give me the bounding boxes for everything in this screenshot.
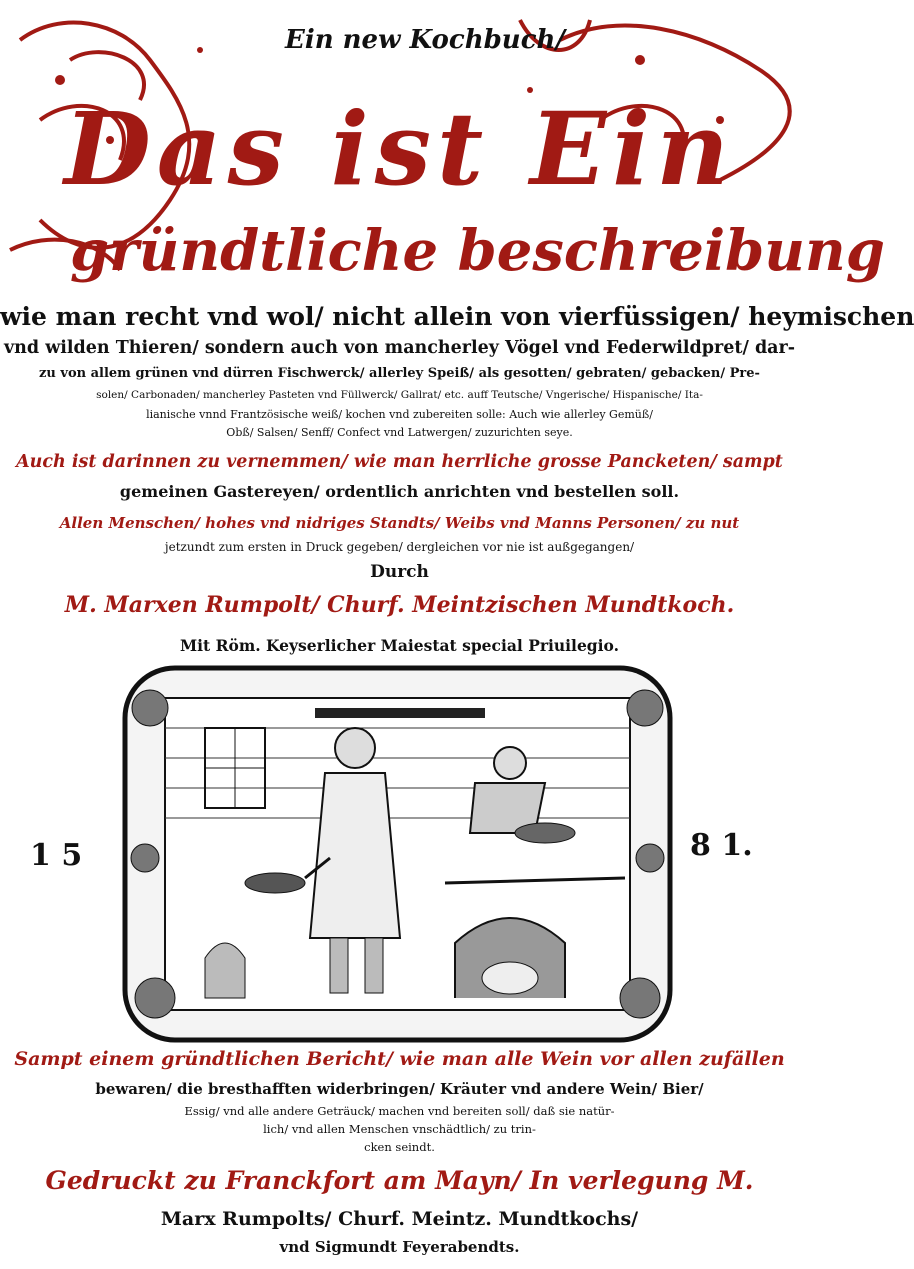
body-line: solen/ Carbonaden/ mancherley Pasteten vnd Füllwerck/ Gallrat/ etc. auff Teutsche/ Vngerische/ Hispanische/ Ita- — [96, 389, 703, 401]
footer-line: bewaren/ die bresthafften widerbringen/ Kräuter vnd andere Wein/ Bier/ — [95, 1080, 704, 1098]
year-left: 1 5 — [30, 838, 83, 873]
subtitle: Ein new Kochbuch/ — [285, 25, 565, 55]
body-line: lianische vnnd Frantzösische weiß/ kochen vnd zubereiten solle: Auch wie allerley Gemüß/ — [146, 408, 653, 421]
footer-red-line: Sampt einem gründtlichen Bericht/ wie man alle Wein vor allen zufällen — [14, 1048, 785, 1070]
body-line: zu von allem grünen vnd dürren Fischwerck/ allerley Speiß/ als gesotten/ gebraten/ gebacken/ Pre- — [39, 366, 760, 381]
body-line: Obß/ Salsen/ Senff/ Confect vnd Latwergen/ zuzurichten seye. — [226, 426, 573, 439]
durch: Durch — [370, 562, 429, 582]
footer-line: lich/ vnd allen Menschen vnschädtlich/ zu trin- — [263, 1122, 536, 1136]
imprint-publisher: vnd Sigmundt Feyerabendts. — [279, 1238, 520, 1256]
privilege: Mit Röm. Keyserlicher Maiestat special Priuilegio. — [180, 636, 619, 655]
red-line: Allen Menschen/ hohes vnd nidriges Standts/ Weibs vnd Manns Personen/ zu nut — [59, 514, 740, 532]
footer-line: Essig/ vnd alle andere Geträuck/ machen vnd bereiten soll/ daß sie natür- — [184, 1104, 615, 1118]
decorated-title — [0, 0, 885, 300]
imprint-printer: Marx Rumpolts/ Churf. Meintz. Mundtkochs/ — [160, 1208, 639, 1230]
title-line-2: gründtliche beschreibung — [70, 218, 885, 284]
footer-line: cken seindt. — [364, 1140, 435, 1154]
year-right: 8 1. — [690, 828, 753, 863]
author: M. Marxen Rumpolt/ Churf. Meintzischen Mundtkoch. — [64, 592, 735, 618]
body-line: vnd wilden Thieren/ sondern auch von mancherley Vögel vnd Federwildpret/ dar- — [3, 338, 796, 358]
title-line-1: Das ist Ein — [64, 90, 735, 208]
woodcut-kitchen-illustration — [125, 668, 670, 1040]
imprint-red: Gedruckt zu Franckfort am Mayn/ In verlegung M. — [45, 1166, 754, 1195]
red-line: Auch ist darinnen zu vernemmen/ wie man herrliche grosse Pancketen/ sampt — [16, 452, 783, 472]
body-line: wie man recht vnd wol/ nicht allein von vierfüssigen/ heymischen — [0, 302, 914, 331]
body-line: gemeinen Gastereyen/ ordentlich anrichten vnd bestellen soll. — [119, 482, 680, 501]
body-line: jetzundt zum ersten in Druck gegeben/ dergleichen vor nie ist außgegangen/ — [164, 540, 635, 554]
